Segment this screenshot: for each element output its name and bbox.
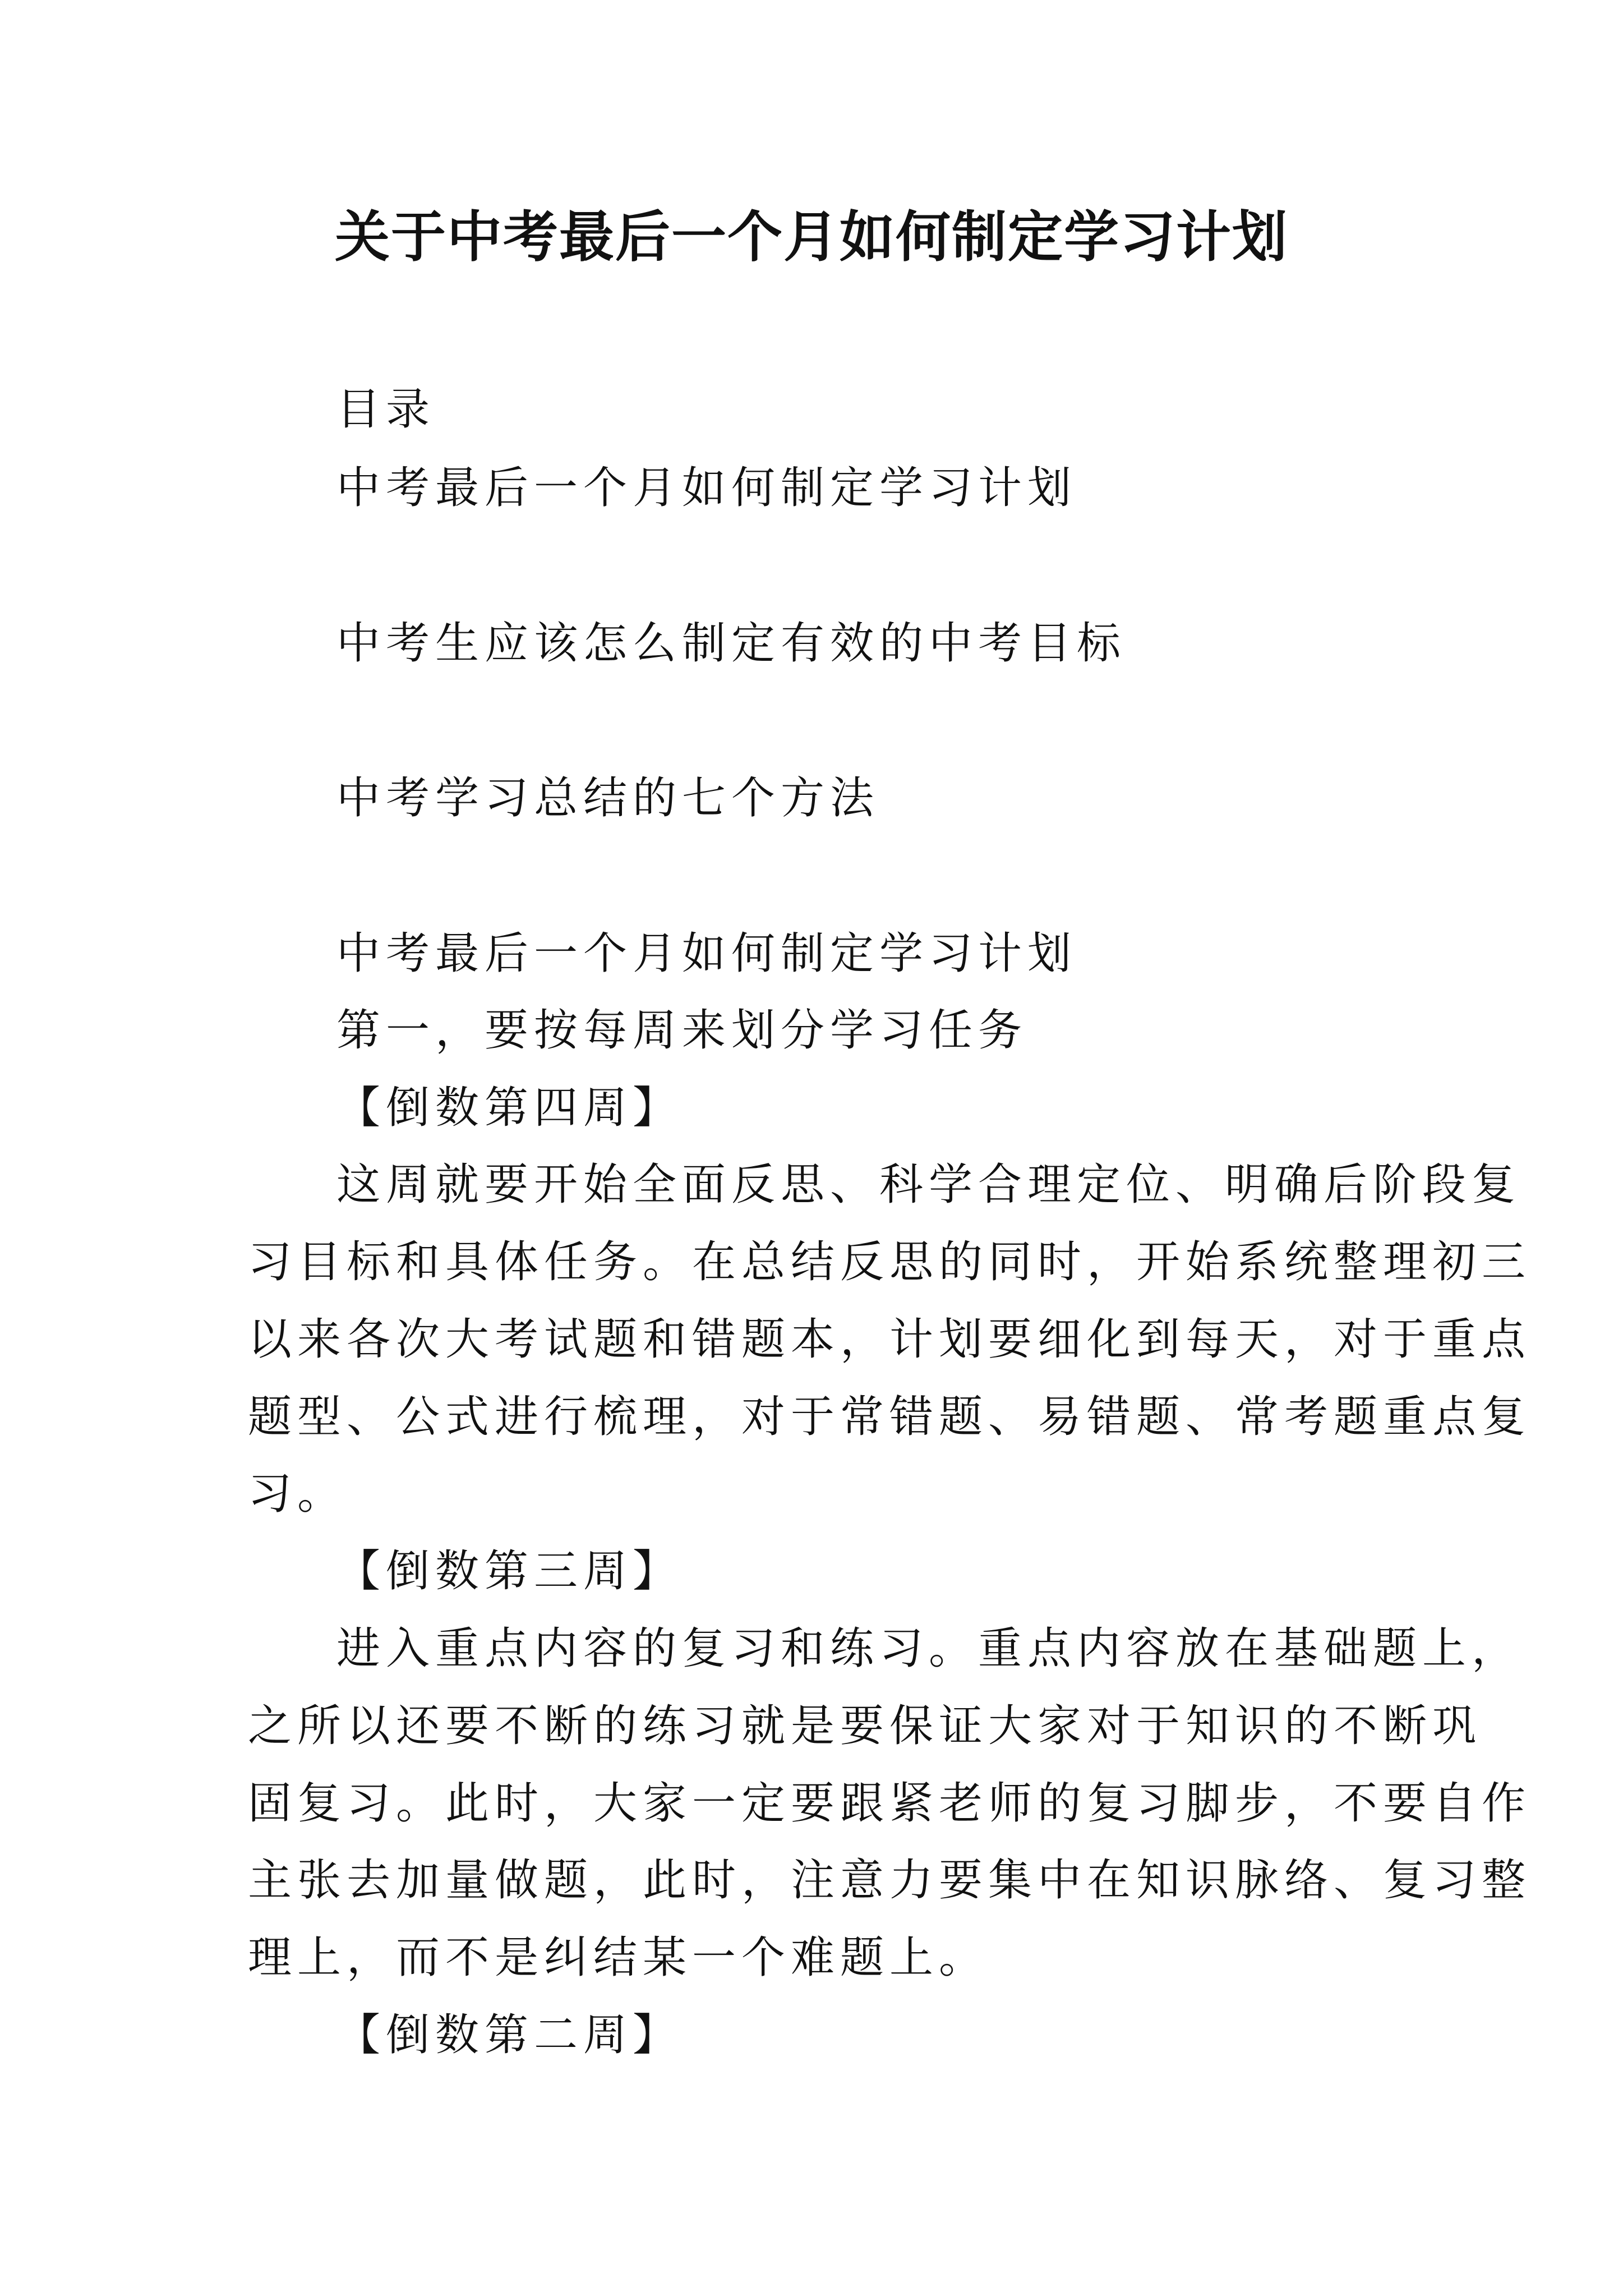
document-title: 关于中考最后一个月如何制定学习计划 bbox=[334, 205, 1288, 269]
toc-item-1[interactable]: 中考最后一个月如何制定学习计划 bbox=[336, 463, 1077, 513]
week3-line-1: 进入重点内容的复习和练习。重点内容放在基础题上， bbox=[336, 1623, 1521, 1674]
section-title: 中考最后一个月如何制定学习计划 bbox=[336, 928, 1077, 979]
week3-line-5: 理上，而不是纠结某一个难题上。 bbox=[248, 1932, 989, 1983]
week4-line-1: 这周就要开始全面反思、科学合理定位、明确后阶段复 bbox=[336, 1159, 1521, 1210]
toc-item-3[interactable]: 中考学习总结的七个方法 bbox=[336, 773, 880, 823]
point-1: 第一，要按每周来划分学习任务 bbox=[336, 1005, 1028, 1056]
week2-heading: 【倒数第二周】 bbox=[336, 2010, 683, 2060]
week3-line-4: 主张去加量做题，此时，注意力要集中在知识脉络、复习整 bbox=[248, 1855, 1532, 1906]
toc-heading: 目录 bbox=[336, 384, 436, 435]
week4-line-2: 习目标和具体任务。在总结反思的同时，开始系统整理初三 bbox=[248, 1237, 1532, 1287]
week4-line-4: 题型、公式进行梳理，对于常错题、易错题、常考题重点复 bbox=[248, 1392, 1532, 1442]
week4-heading: 【倒数第四周】 bbox=[336, 1083, 683, 1133]
week3-heading: 【倒数第三周】 bbox=[336, 1546, 683, 1596]
week4-line-3: 以来各次大考试题和错题本，计划要细化到每天，对于重点 bbox=[248, 1314, 1532, 1365]
week4-line-5: 习。 bbox=[248, 1469, 347, 1519]
week3-line-3: 固复习。此时，大家一定要跟紧老师的复习脚步，不要自作 bbox=[248, 1778, 1532, 1829]
toc-item-2[interactable]: 中考生应该怎么制定有效的中考目标 bbox=[336, 618, 1127, 669]
week3-line-2: 之所以还要不断的练习就是要保证大家对于知识的不断巩 bbox=[248, 1701, 1482, 1751]
